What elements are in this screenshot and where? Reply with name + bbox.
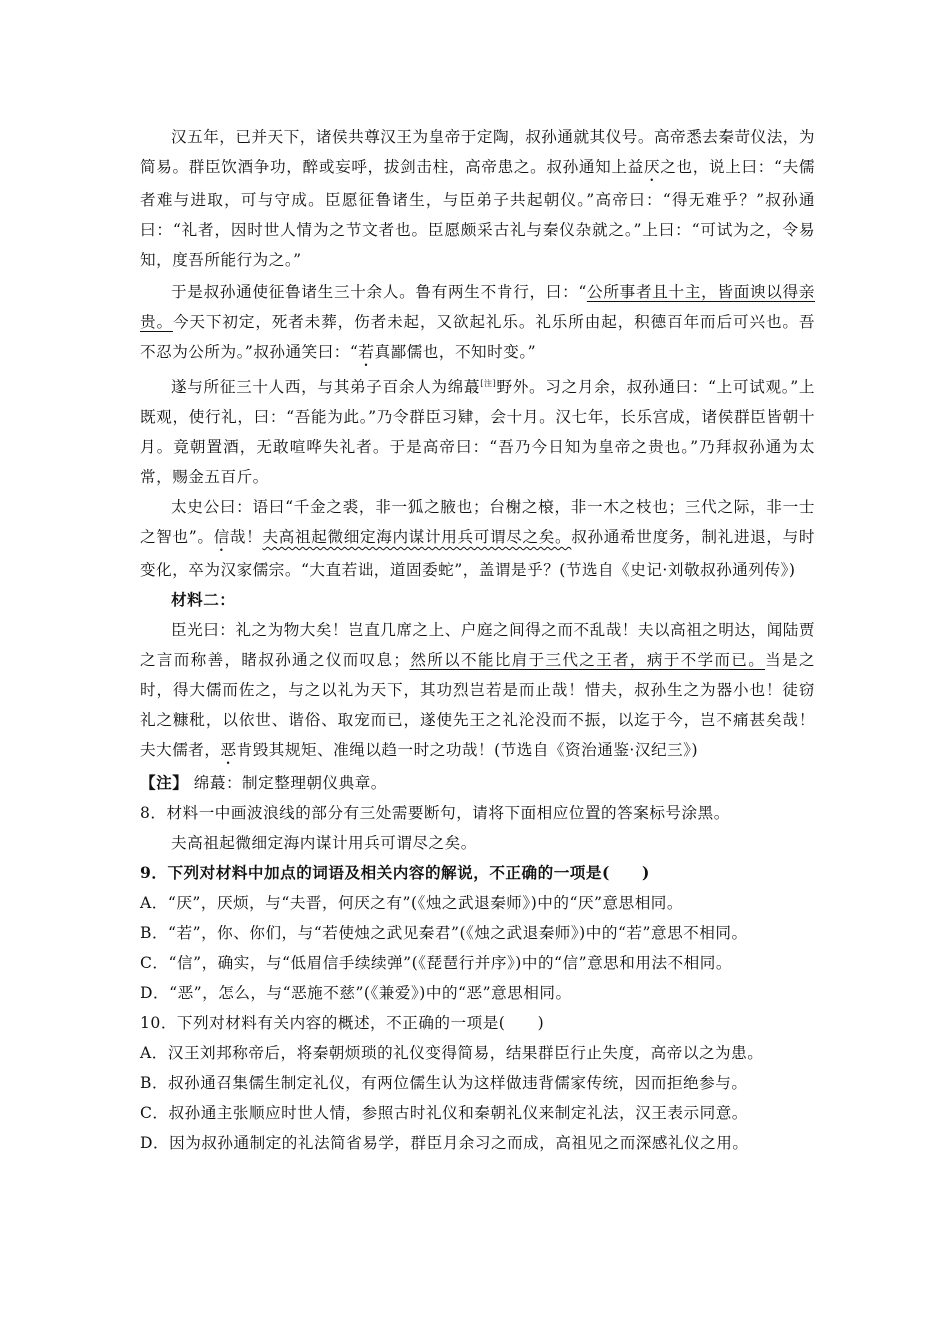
question-10-option-c: C．叔孙通主张顺应时世人情，参照古时礼仪和秦朝礼仪来制定礼法，汉王表示同意。 xyxy=(140,1104,748,1122)
material2-heading: 材料二： xyxy=(171,590,236,609)
underlined-sentence-1: 公所事者且十主，皆面谀以得亲贵。 xyxy=(140,283,815,331)
question-10-option-a: A．汉王刘邦称帝后，将秦朝烦琐的礼仪变得简易，结果群臣行止失度，高帝以之为患。 xyxy=(140,1044,764,1062)
material1-paragraph3: 遂与所征三十人西，与其弟子百余人为绵蕞[注]野外。习之月余，叔孙通曰：“上可试观。”上既观，使行礼，曰：“吾能为此。”乃令群臣习肄，会十月。汉七年，长乐宫成，诸侯群臣皆朝十月。竟朝置酒，无敢喧哗失礼者。于是高帝曰：“吾乃今日知为皇帝之贵也。”乃拜叔孙通为太常，赐金五百斤。 xyxy=(140,378,815,486)
question-10-stem: 10．下列对材料有关内容的概述，不正确的一项是( ) xyxy=(140,1014,545,1032)
material1-paragraph2: 于是叔孙通使征鲁诸生三十余人。鲁有两生不肯行，曰：“公所事者且十主，皆面谀以得亲贵。今天下初定，死者未葬，伤者未起，又欲起礼乐。礼乐所由起，积德百年而后可兴也。吾不忍为公所为。”叔孙通笑曰：“若真鄙儒也，不知时变。” xyxy=(140,283,815,361)
question-9-stem: 9．下列对材料中加点的词语及相关内容的解说，不正确的一项是( ) xyxy=(140,863,650,882)
material1-paragraph4: 太史公曰：语曰“千金之裘，非一狐之腋也；台榭之榱，非一木之枝也；三代之际，非一士之智也”。信哉！夫高祖起微细定海内谋计用兵可谓尽之矣。叔孙通希世度务，制礼进退，与时变化，卒为汉家儒宗。“大直若诎，道固委蛇”，盖谓是乎？(节选自《史记·刘敬叔孙通列传》) xyxy=(140,498,815,579)
dotted-word-ruo: 若 xyxy=(358,343,375,361)
material2-paragraph: 臣光曰：礼之为物大矣！岂直几席之上、户庭之间得之而不乱哉！夫以高祖之明达，闻陆贾之言而称善，睹叔孙通之仪而叹息；然所以不能比肩于三代之王者，病于不学而已。当是之时，得大儒而佐之，与之以礼为天下，其功烈岂若是而止哉！惜夫，叔孙生之为器小也！徒窃礼之糠秕，以依世、谐俗、取宠而已，遂使先王之礼沦没而不振，以迄于今，岂不痛甚矣哉！夫大儒者，恶肯毁其规矩、准绳以趋一时之功哉！(节选自《资治通鉴·汉纪三》) xyxy=(140,621,815,759)
question-10-option-b: B．叔孙通召集儒生制定礼仪，有两位儒生认为这样做违背儒家传统，因而拒绝参与。 xyxy=(140,1074,748,1092)
wavy-underlined-sentence: 夫高祖起微细定海内谋计用兵可谓尽之矣。 xyxy=(262,528,572,546)
question-10-option-d: D．因为叔孙通制定的礼法简省易学，群臣月余习之而成，高祖见之而深感礼仪之用。 xyxy=(140,1134,749,1152)
question-8-stem: 8．材料一中画波浪线的部分有三处需要断句，请将下面相应位置的答案标号涂黑。 xyxy=(140,804,730,822)
question-9-option-b: B．“若”，你、你们，与“若使烛之武见秦君”(《烛之武退秦师》)中的“若”意思不相同。 xyxy=(140,924,748,942)
document-page xyxy=(140,122,815,1158)
annotation xyxy=(140,768,815,798)
dotted-word-yan: 厌 xyxy=(643,158,661,176)
question-8-sentence: 夫高祖起微细定海内谋计用兵可谓尽之矣。 xyxy=(171,834,477,852)
note-marker: [注] xyxy=(480,379,497,388)
dotted-word-xin: 信 xyxy=(213,528,230,546)
question-9-option-d: D．“恶”，怎么，与“恶施不慈”(《兼爱》)中的“恶”意思相同。 xyxy=(140,984,572,1002)
annotation-label: 【注】 xyxy=(140,773,189,792)
question-9-option-c: C．“信”，确实，与“低眉信手续续弹”(《琵琶行并序》)中的“信”意思和用法不相同。 xyxy=(140,954,732,972)
dotted-word-wu: 恶 xyxy=(220,741,237,759)
material1-paragraph1: 汉五年，已并天下，诸侯共尊汉王为皇帝于定陶，叔孙通就其仪号。高帝悉去秦苛仪法，为简易。群臣饮酒争功，醉或妄呼，拔剑击柱，高帝患之。叔孙通知上益厌之也，说上曰：“夫儒者难与进取，可与守成。臣愿征鲁诸生，与臣弟子共起朝仪。”高帝曰：“得无难乎？”叔孙通曰：“礼者，因时世人情为之节文者也。臣愿颇采古礼与秦仪杂就之。”上曰：“可试为之，令易知，度吾所能行为之。” xyxy=(140,128,815,269)
underlined-sentence-2: 然所以不能比肩于三代之王者，病于不学而已。 xyxy=(409,651,766,669)
annotation-text: 绵蕞：制定整理朝仪典章。 xyxy=(193,774,387,792)
question-9-option-a: A．“厌”，厌烦，与“夫晋，何厌之有”(《烛之武退秦师》)中的“厌”意思相同。 xyxy=(140,894,683,912)
